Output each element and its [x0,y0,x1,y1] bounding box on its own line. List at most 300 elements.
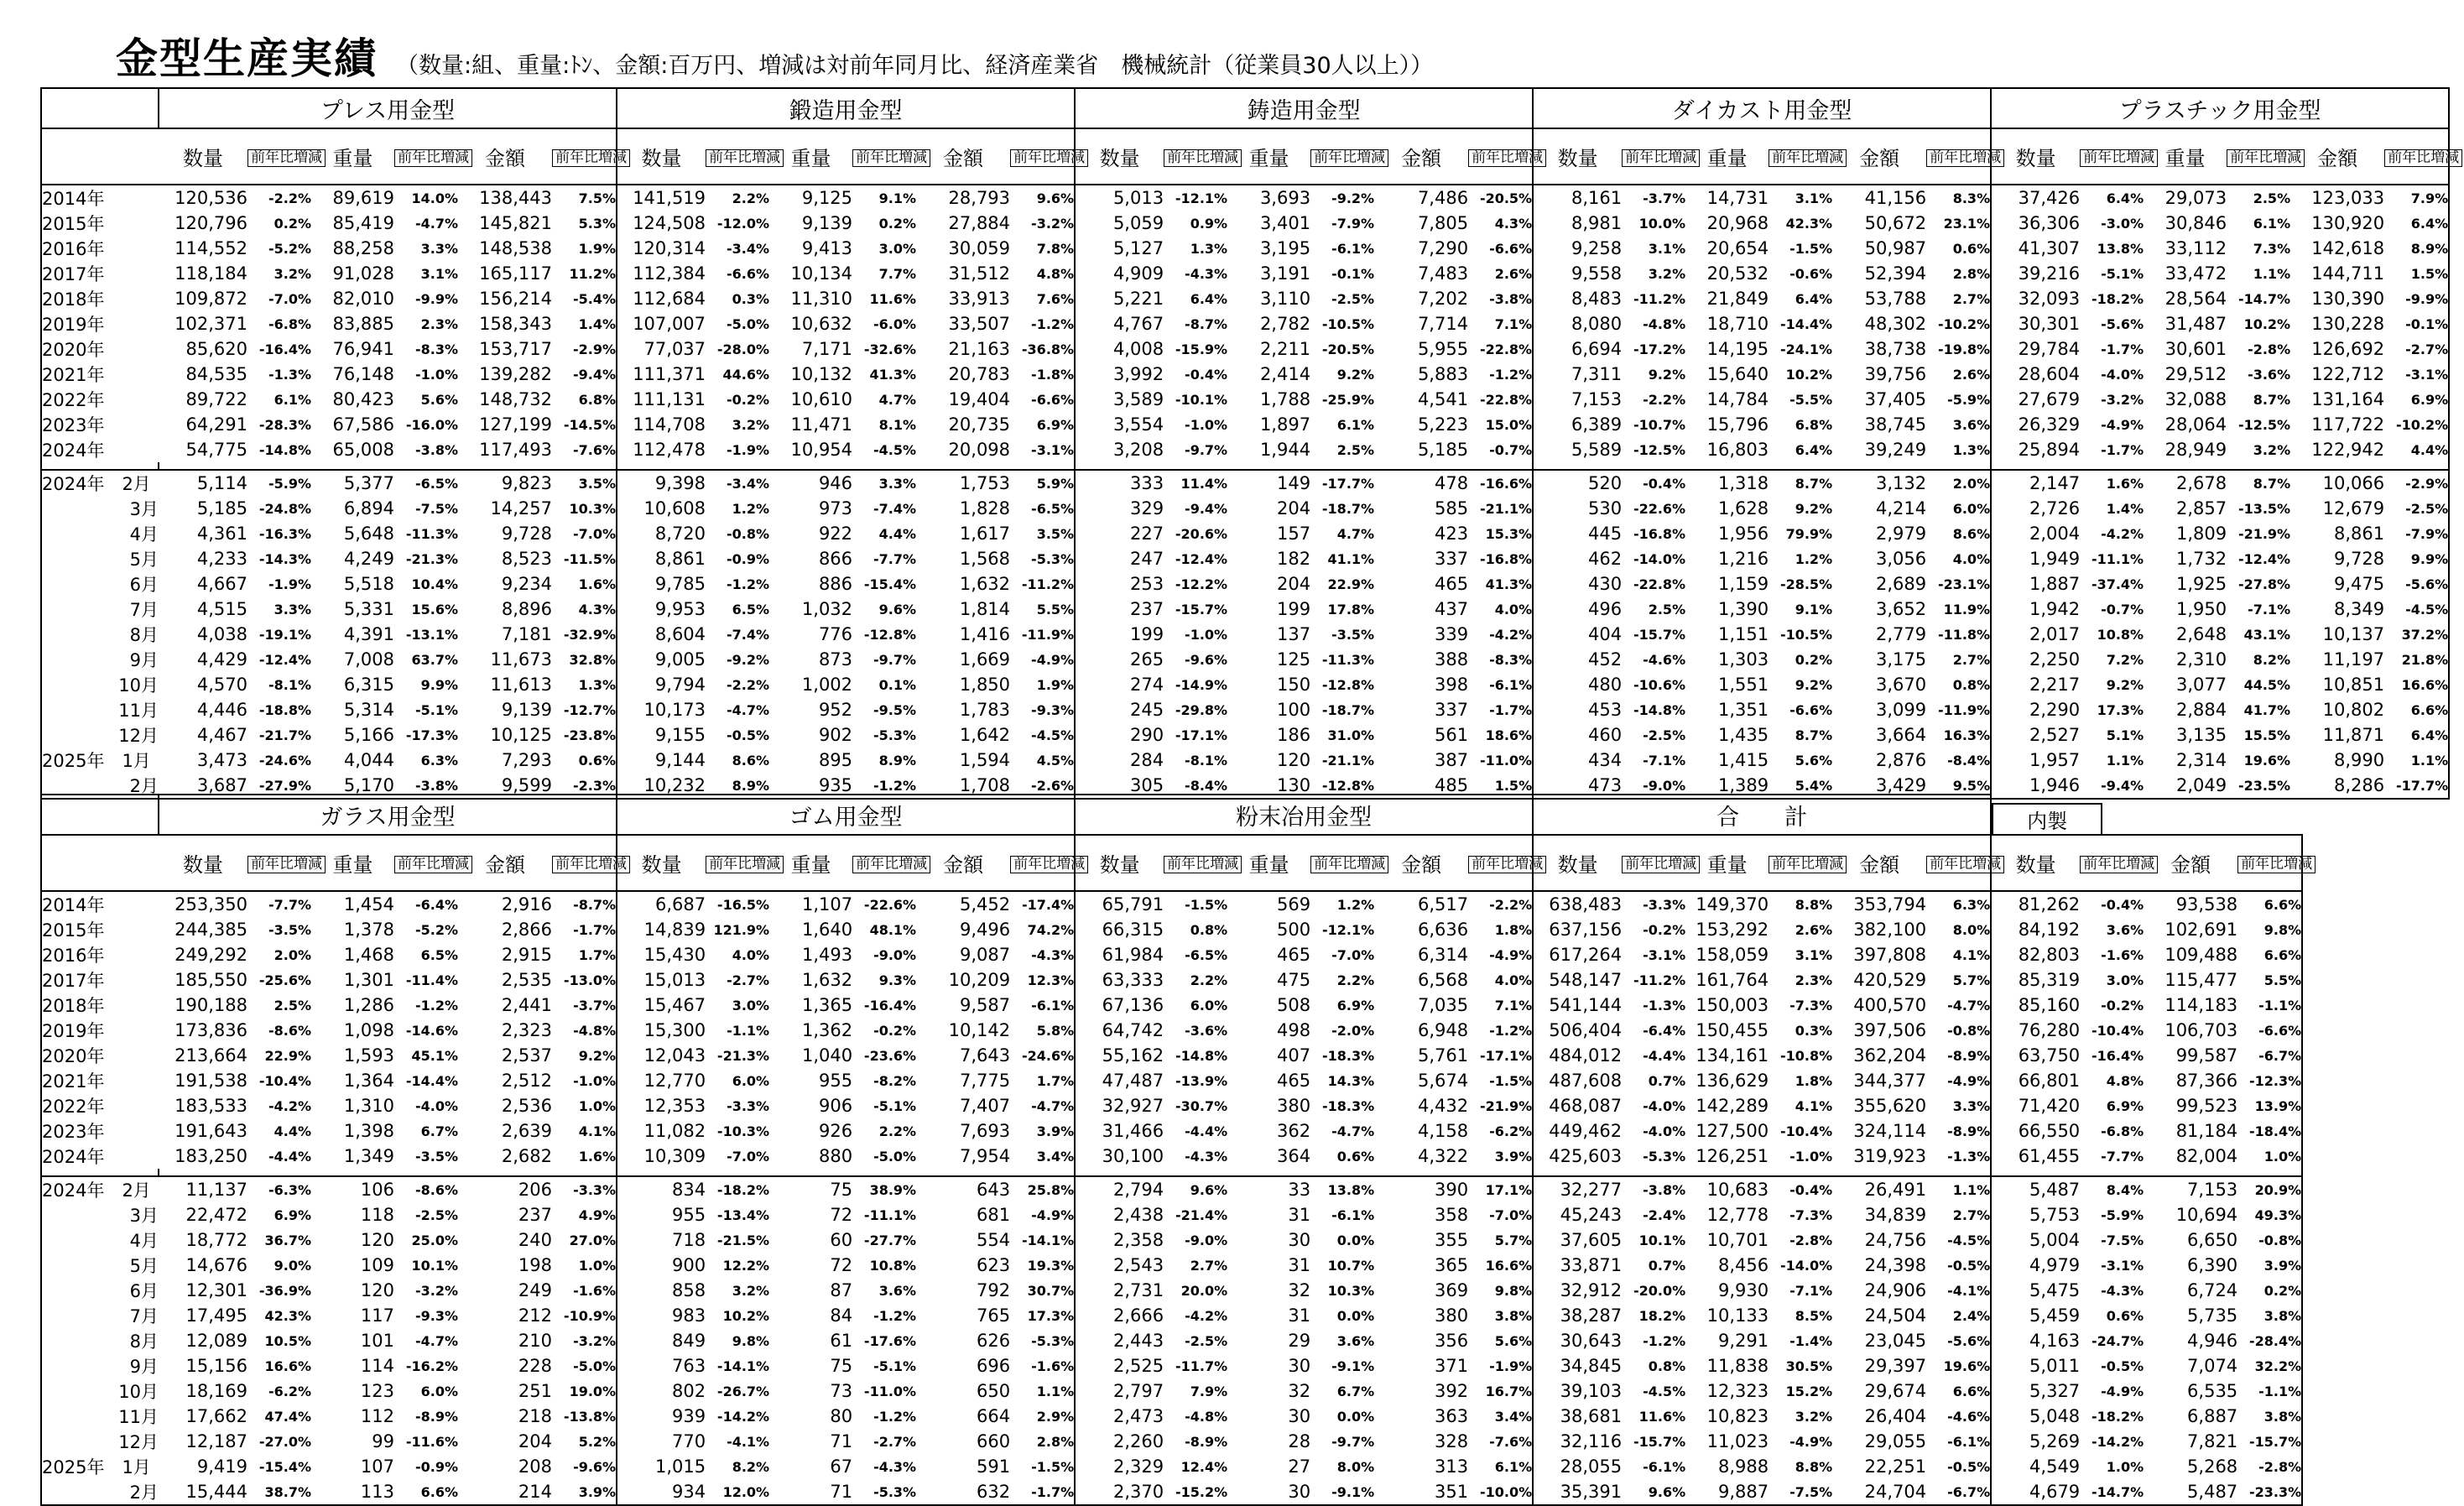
value-cell: 5,327 [2029,1381,2081,1401]
value-cell: 31 [1288,1305,1311,1326]
spacer-cell [2302,1202,2449,1227]
value-cell: 9,823 [458,470,552,496]
value-cell: 10,066 [2290,470,2384,496]
change-cell: -3.5% [1331,626,1375,643]
value-cell: 5,589 [1571,440,1623,460]
value-cell: 2,211 [1259,339,1311,359]
value-cell: 3,135 [2175,725,2227,745]
row-label: 2018年 [41,286,159,311]
value-cell: 204 [1276,574,1311,594]
column-header-amount: 金額 [1374,835,1468,891]
change-cell: -27.9% [247,773,311,799]
value-cell: 10,954 [790,440,853,460]
cmp-label: 前年比増減 [394,149,472,167]
value-cell: 1,753 [916,470,1010,496]
change-cell: -17.3% [405,727,458,743]
change-cell: -18.3% [1321,1047,1375,1064]
value-cell: 955 [671,1205,706,1225]
spacer-cell [2302,1093,2449,1118]
change-cell: 13.8% [1310,1176,1374,1202]
value-cell: 650 [976,1381,1011,1401]
table-row [41,437,2449,462]
value-cell: 2,414 [1259,364,1311,384]
table-row [41,311,2449,336]
change-cell: -7.0% [1331,946,1375,963]
value-cell: 7,290 [1417,238,1469,258]
change-cell: -12.8% [863,626,917,643]
change-cell: 3.2% [732,416,770,433]
value-cell: 2,260 [1112,1431,1164,1451]
change-cell: 19.3% [1010,1253,1075,1278]
value-cell: 28,064 [2164,414,2227,435]
change-cell: 9.8% [732,1332,770,1349]
change-cell: 20.9% [2237,1176,2302,1202]
value-cell: 161,764 [1696,970,1769,990]
value-cell: 1,669 [959,649,1011,670]
change-cell: 0.2% [878,215,917,232]
change-cell: 2.5% [273,997,311,1014]
change-cell: -5.9% [247,470,311,496]
change-cell: 6.6% [2237,942,2302,967]
change-cell: 4.7% [1336,525,1375,542]
table-row [41,1068,2449,1093]
change-cell: 43.1% [2243,626,2291,643]
change-cell: 3.2% [2253,441,2291,458]
value-cell: 183,533 [175,1096,247,1116]
value-cell: 109 [360,1255,394,1275]
change-cell: -1.3% [1926,1144,1991,1169]
value-cell: 33,472 [2164,263,2227,284]
group-header-row [41,88,2449,128]
value-cell: 10,133 [1706,1305,1769,1326]
change-cell: 6.6% [2237,891,2302,917]
change-cell: -2.0% [1331,1022,1375,1039]
value-cell: 2,979 [1875,524,1927,544]
column-header-weight: 重量 [769,128,852,185]
value-cell: 82,004 [2175,1146,2238,1166]
value-cell: 9,291 [1718,1331,1769,1351]
value-cell: 16,803 [1706,440,1769,460]
value-cell: 632 [916,1479,1010,1505]
value-cell: 2,689 [1875,574,1927,594]
change-cell: -7.0% [727,1148,770,1165]
value-cell: 32,927 [1102,1096,1164,1116]
value-cell: 1,551 [1717,675,1769,695]
value-cell: 114,552 [175,238,247,258]
value-cell: 9,087 [959,945,1011,965]
value-cell: 4,467 [196,725,247,745]
column-header-weight: 重量 [1685,835,1769,891]
change-cell: 9.9% [420,676,458,693]
change-cell: -4.9% [1010,1202,1075,1227]
value-cell: 2,682 [501,1146,552,1166]
change-cell: 1.7% [1010,1068,1075,1093]
row-label: 2018年 [41,993,159,1018]
change-cell: -0.2% [873,1022,917,1039]
spacer-cell [2302,1018,2449,1043]
value-cell: 99 [372,1431,394,1451]
change-cell: 1.4% [2106,500,2144,517]
change-cell: -16.8% [1468,546,1533,571]
change-cell: -4.7% [727,701,770,718]
change-cell: -5.3% [873,727,917,743]
value-cell: 9,587 [959,995,1011,1015]
cmp-label: 前年比増減 [247,856,326,873]
value-cell: 182 [1276,549,1311,569]
change-cell: 15.3% [1468,521,1533,546]
change-cell: -32.6% [863,341,917,357]
column-header-cmp [1164,128,1239,185]
value-cell: 67,586 [332,414,394,435]
change-cell: -11.2% [1633,290,1686,307]
value-cell: 30,100 [1102,1146,1164,1166]
value-cell: 2,473 [1112,1406,1164,1426]
value-cell: 81,184 [2175,1121,2238,1141]
value-cell: 31 [1288,1205,1311,1225]
value-cell: 9,930 [1718,1280,1769,1300]
cmp-label: 前年比増減 [1622,856,1700,873]
value-cell: 2,512 [501,1071,552,1091]
value-cell: 11,673 [490,649,552,670]
spacer-cell [2302,891,2449,917]
value-cell: 20,968 [1706,213,1769,233]
change-cell: 9.2% [1795,500,1833,517]
value-cell: 213,664 [175,1045,247,1066]
value-cell: 8,990 [2333,750,2385,770]
change-cell: -25.6% [258,972,311,988]
value-cell: 362,204 [1853,1045,1927,1066]
change-cell: 1.1% [2384,748,2449,773]
change-cell: 6.4% [2384,722,2449,748]
value-cell: 130 [1227,773,1310,799]
value-cell: 28,793 [948,188,1011,208]
value-cell: 9,558 [1571,263,1623,284]
change-cell: -1.7% [1468,697,1533,722]
row-label: 12月 [41,1429,159,1454]
gap-cell [1533,1169,1991,1176]
change-cell: -3.5% [414,1148,458,1165]
column-header-qty: 数量 [159,128,247,185]
change-cell: 4.9% [552,1202,617,1227]
change-cell: -16.4% [2092,1047,2144,1064]
value-cell: 55,162 [1102,1045,1164,1066]
value-cell: 120,314 [633,238,706,258]
change-cell: 45.1% [411,1047,458,1064]
value-cell: 72 [830,1205,853,1225]
change-cell: -6.2% [268,1383,311,1399]
value-cell: 1,398 [343,1121,394,1141]
value-cell: 1,950 [2175,599,2227,619]
change-cell: -3.1% [1643,946,1686,963]
value-cell: 3,056 [1875,549,1927,569]
change-cell: -5.0% [552,1353,617,1378]
spacer-cell [2302,942,2449,967]
change-cell: 9.1% [878,190,917,206]
value-cell: 3,693 [1259,188,1311,208]
value-cell: 763 [671,1356,706,1376]
change-cell: 8.2% [2253,651,2291,668]
value-cell: 148,732 [479,389,552,409]
change-cell: -21.1% [1321,752,1375,769]
value-cell: 99,523 [2175,1096,2238,1116]
change-cell: 15.2% [1785,1383,1833,1399]
value-cell: 5,114 [159,470,247,496]
value-cell: 12,353 [643,1096,706,1116]
change-cell: -0.8% [1926,1018,1991,1043]
value-cell: 6,948 [1417,1020,1469,1040]
value-cell: 77,037 [643,339,706,359]
change-cell: -6.6% [727,265,770,282]
change-cell: 1.7% [552,942,617,967]
row-label: 5月 [41,1253,159,1278]
value-cell: 2,857 [2175,498,2227,519]
value-cell: 33,112 [2164,238,2227,258]
value-cell: 7,153 [2144,1176,2237,1202]
table-block-2 [40,794,2448,1506]
value-cell: 638,483 [1549,894,1623,915]
value-cell: 142,289 [1696,1096,1769,1116]
value-cell: 100 [1276,700,1311,720]
change-cell: -17.1% [1468,1043,1533,1068]
value-cell: 6,636 [1417,920,1469,940]
table-row [41,1454,2449,1479]
value-cell: 5,170 [311,773,394,799]
change-cell: 9.3% [878,972,917,988]
change-cell: -6.6% [2237,1018,2302,1043]
value-cell: 5,475 [2029,1280,2081,1300]
value-cell: 12,089 [185,1331,247,1351]
value-cell: 227 [1129,524,1164,544]
value-cell: 388 [1434,649,1469,670]
value-cell: 6,314 [1417,945,1469,965]
value-cell: 237 [1129,599,1164,619]
change-cell: -11.9% [1926,697,1991,722]
value-cell: 1,468 [343,945,394,965]
value-cell: 3,175 [1875,649,1927,670]
value-cell: 249 [518,1280,552,1300]
value-cell: 2,310 [2175,649,2227,670]
value-cell: 4,432 [1417,1096,1469,1116]
gap-cell [1533,462,1991,470]
value-cell: 28,564 [2164,289,2227,309]
value-cell: 7,693 [959,1121,1011,1141]
value-cell: 111,371 [633,364,706,384]
column-header-weight: 重量 [769,835,852,891]
change-cell: 1.2% [1795,550,1833,567]
row-label: 2017年 [41,967,159,993]
change-cell: -9.6% [1185,651,1228,668]
change-cell: 4.0% [1468,967,1533,993]
spacer-cell [2302,1353,2449,1378]
value-cell: 1,814 [959,599,1011,619]
value-cell: 53,788 [1864,289,1927,309]
change-cell: 1.1% [2106,752,2144,769]
change-cell: -2.7% [873,1433,917,1450]
change-cell: 10.3% [552,496,617,521]
change-cell: 10.3% [1327,1282,1375,1299]
change-cell: -1.9% [1468,1353,1533,1378]
change-cell: -3.4% [727,240,770,257]
value-cell: 7,202 [1417,289,1469,309]
value-cell: 150,455 [1696,1020,1769,1040]
row-gap [41,1169,2449,1176]
gap-cell [1075,462,1533,470]
value-cell: 1,389 [1685,773,1769,799]
value-cell: 48,302 [1864,314,1927,334]
value-cell: 15,640 [1706,364,1769,384]
column-header-cmp [1010,835,1086,891]
value-cell: 28 [1288,1431,1311,1451]
value-cell: 1,098 [343,1020,394,1040]
change-cell: 121.9% [713,921,770,938]
value-cell: 61,455 [2018,1146,2081,1166]
value-cell: 14,784 [1706,389,1769,409]
spacer-cell [2302,1253,2449,1278]
value-cell: 8,988 [1718,1456,1769,1477]
value-cell: 541,144 [1549,995,1623,1015]
change-cell: 5.6% [420,391,458,408]
value-cell: 14,257 [490,498,552,519]
change-cell: 5.3% [552,211,617,236]
value-cell: 9,785 [654,574,706,594]
column-header-amount: 金額 [1374,128,1468,185]
change-cell: -11.0% [1468,748,1533,773]
value-cell: 873 [818,649,853,670]
value-cell: 4,549 [2029,1456,2081,1477]
table-row [41,597,2449,622]
row-label: 2020年 [41,336,159,362]
change-cell: -7.0% [1468,1202,1533,1227]
value-cell: 2,876 [1875,750,1927,770]
value-cell: 2,314 [2175,750,2227,770]
value-cell: 849 [671,1331,706,1351]
value-cell: 2,666 [1112,1305,1164,1326]
change-cell: 19.6% [2243,752,2291,769]
change-cell: -12.7% [552,697,617,722]
change-cell: 9.2% [1648,366,1686,383]
value-cell: 5,221 [1112,289,1164,309]
value-cell: 462 [1588,549,1623,569]
value-cell: 9,398 [617,470,706,496]
value-cell: 8,286 [2290,773,2384,799]
change-cell: -20.5% [1321,341,1375,357]
value-cell: 82,803 [2018,945,2081,965]
value-cell: 5,761 [1417,1045,1469,1066]
value-cell: 81,262 [2018,894,2081,915]
value-cell: 475 [1277,970,1311,990]
value-cell: 118 [360,1205,394,1225]
value-cell: 9,728 [2333,549,2385,569]
value-cell: 1,944 [1259,440,1311,460]
value-cell: 61 [830,1331,853,1351]
value-cell: 4,570 [196,675,247,695]
change-cell: 9.2% [552,1043,617,1068]
value-cell: 1,159 [1717,574,1769,594]
change-cell: -3.7% [552,993,617,1018]
value-cell: 2,916 [501,894,552,915]
change-cell: -14.0% [1779,1257,1833,1274]
data-table [40,87,2460,800]
change-cell: 6.9% [1010,412,1075,437]
change-cell: 8.9% [2384,236,2449,261]
change-cell: -22.8% [1633,576,1686,592]
change-cell: -0.2% [2101,997,2144,1014]
corner-cell [41,835,159,891]
cmp-label: 前年比増減 [1769,149,1847,167]
value-cell: 122,942 [2311,440,2385,460]
value-cell: 5,674 [1417,1071,1469,1091]
row-label: 2025年 1月 [41,1454,159,1479]
change-cell: -1.3% [1643,997,1686,1014]
change-cell: 8.8% [1795,896,1833,913]
value-cell: 9,139 [801,213,853,233]
change-cell: -21.1% [1468,496,1533,521]
value-cell: 7,008 [343,649,394,670]
change-cell: -28.3% [258,416,311,433]
value-cell: 136,629 [1696,1071,1769,1091]
value-cell: 834 [617,1176,706,1202]
table-row [41,1043,2449,1068]
change-cell: 11.9% [1926,597,1991,622]
change-cell: 0.1% [878,676,917,693]
change-cell: -5.1% [414,701,458,718]
change-cell: -7.5% [2101,1232,2144,1248]
change-cell: -10.5% [1779,626,1833,643]
change-cell: -7.4% [873,500,917,517]
value-cell: 1,788 [1259,389,1311,409]
value-cell: 1,949 [2029,549,2081,569]
value-cell: 1,732 [2175,549,2227,569]
value-cell: 214 [458,1479,552,1505]
change-cell: -1.2% [852,773,916,799]
change-cell: -11.1% [2091,550,2144,567]
value-cell: 247 [1129,549,1164,569]
value-cell: 25,894 [2018,440,2081,460]
change-cell: 4.4% [273,1123,311,1139]
value-cell: 37,605 [1560,1230,1623,1250]
column-header-cmp [1310,835,1386,891]
cmp-label: 前年比増減 [852,856,930,873]
change-cell: 1.6% [2080,470,2144,496]
column-header-qty: 数量 [159,835,247,891]
value-cell: 82,010 [332,289,394,309]
value-cell: 2,049 [2144,773,2227,799]
value-cell: 508 [1277,995,1311,1015]
change-cell: -22.8% [1468,387,1533,412]
value-cell: 4,767 [1112,314,1164,334]
value-cell: 120 [360,1280,394,1300]
change-cell: -4.9% [2101,416,2144,433]
change-cell: 9.0% [273,1257,311,1274]
change-cell: -4.9% [2101,1383,2144,1399]
value-cell: 89,619 [332,188,394,208]
column-header-amount: 金額 [458,128,552,185]
value-cell: 498 [1277,1020,1311,1040]
row-label: 11月 [41,697,159,722]
change-cell: 4.0% [732,946,770,963]
value-cell: 1,151 [1717,624,1769,644]
table-row [41,470,2449,496]
change-cell: 5.8% [1010,1018,1075,1043]
value-cell: 902 [818,725,853,745]
value-cell: 520 [1533,470,1622,496]
change-cell: -3.8% [394,773,458,799]
change-cell: 17.3% [1010,1303,1075,1328]
value-cell: 496 [1588,599,1623,619]
spacer-cell [2302,1454,2449,1479]
change-cell: 2.9% [1010,1404,1075,1429]
value-cell: 20,098 [948,440,1011,460]
